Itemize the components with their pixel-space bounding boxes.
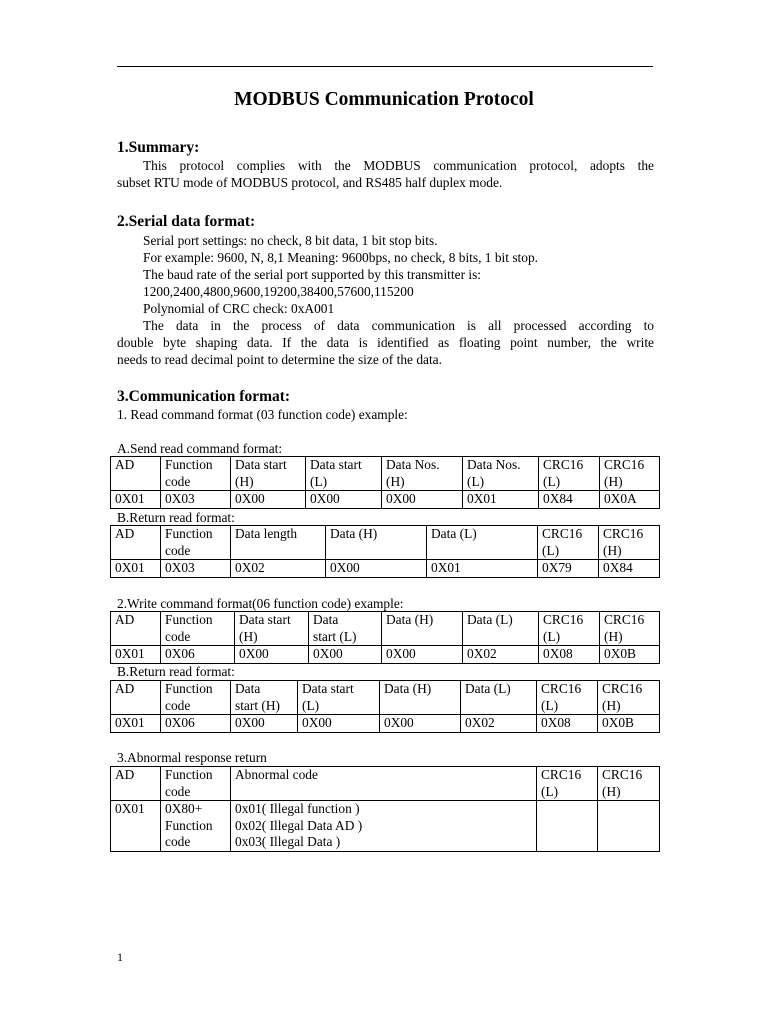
table-cell: 0X01 — [111, 715, 161, 733]
table-cell: 0X00 — [231, 491, 306, 509]
table-cell: 0X00 — [309, 646, 382, 664]
table-row — [111, 646, 660, 664]
header-cell: CRC16 (H) — [600, 457, 660, 491]
serial-line-4: 1200,2400,4800,9600,19200,38400,57600,115200 — [143, 284, 414, 299]
header-cell: Data (H) — [380, 681, 461, 715]
table-row — [111, 801, 660, 852]
header-cell: CRC16 (L) — [538, 526, 599, 560]
table-cell: 0X01 — [427, 560, 538, 578]
table-header-row — [111, 681, 660, 715]
header-cell: AD — [111, 681, 161, 715]
serial-para-line-3: needs to read decimal point to determine the size of the data. — [117, 352, 442, 367]
write-command-table — [110, 611, 660, 664]
read-command-table — [110, 456, 660, 509]
table-cell: 0X00 — [382, 491, 463, 509]
header-cell: Data Nos. (L) — [463, 457, 539, 491]
table-cell: 0X08 — [539, 646, 600, 664]
table-cell: 0X01 — [111, 491, 161, 509]
table-cell: 0X08 — [537, 715, 598, 733]
header-cell: Data start (L) — [306, 457, 382, 491]
header-cell: Data start (H) — [231, 681, 298, 715]
header-cell: CRC16 (H) — [599, 526, 660, 560]
table-cell: 0X0B — [598, 715, 660, 733]
header-cell: Function code — [161, 767, 231, 801]
table-header-row — [111, 457, 660, 491]
comm-heading: 3.Communication format: — [117, 388, 291, 405]
header-cell: Data length — [231, 526, 326, 560]
page-title: MODBUS Communication Protocol — [234, 89, 534, 110]
comm-sub-1: 1. Read command format (03 function code) example: — [117, 407, 408, 422]
table-cell — [598, 801, 660, 852]
header-cell: Function code — [161, 457, 231, 491]
table-cell: 0X01 — [463, 491, 539, 509]
table-cell: 0X79 — [538, 560, 599, 578]
table-row — [111, 715, 660, 733]
header-cell: Data start (L) — [309, 612, 382, 646]
serial-heading: 2.Serial data format: — [117, 213, 256, 230]
table-header-row — [111, 767, 660, 801]
header-cell: Data (L) — [427, 526, 538, 560]
header-cell: CRC16 (H) — [598, 767, 660, 801]
table-cell: 0X03 — [161, 560, 231, 578]
table-cell: 0X06 — [161, 646, 235, 664]
header-cell: Data (L) — [463, 612, 539, 646]
header-cell: Data (H) — [382, 612, 463, 646]
serial-line-3: The baud rate of the serial port supported by this transmitter is: — [143, 267, 482, 282]
header-cell: CRC16 (L) — [537, 767, 598, 801]
serial-para-line-1: The data in the process of data communication is all processed according to — [143, 318, 654, 333]
page-number: 1 — [117, 950, 123, 964]
summary-line-1: This protocol complies with the MODBUS communication protocol, adopts the — [143, 158, 654, 173]
table-cell: 0X00 — [298, 715, 380, 733]
table-cell: 0X84 — [539, 491, 600, 509]
write-return-table — [110, 680, 660, 733]
header-cell: AD — [111, 612, 161, 646]
header-cell: CRC16 (H) — [598, 681, 660, 715]
serial-line-5: Polynomial of CRC check: 0xA001 — [143, 301, 335, 316]
header-cell: AD — [111, 767, 161, 801]
table-cell: 0X03 — [161, 491, 231, 509]
header-cell: CRC16 (L) — [539, 612, 600, 646]
header-cell: Data Nos. (H) — [382, 457, 463, 491]
comm-sub-3: 3.Abnormal response return — [117, 750, 267, 765]
table-cell: 0X01 — [111, 560, 161, 578]
header-rule — [117, 66, 653, 67]
table-cell — [537, 801, 598, 852]
header-cell: Data start (H) — [235, 612, 309, 646]
serial-line-1: Serial port settings: no check, 8 bit data, 1 bit stop bits. — [143, 233, 438, 248]
header-cell: Data start (H) — [231, 457, 306, 491]
summary-line-2: subset RTU mode of MODBUS protocol, and RS485 half duplex mode. — [117, 175, 503, 190]
table-1-caption: A.Send read command format: — [117, 441, 283, 456]
header-cell: AD — [111, 526, 161, 560]
header-cell: Abnormal code — [231, 767, 537, 801]
table-cell: 0X00 — [380, 715, 461, 733]
table-cell: 0X80+ Function code — [161, 801, 231, 852]
header-cell: Data (L) — [461, 681, 537, 715]
comm-sub-2: 2.Write command format(06 function code) example: — [117, 596, 404, 611]
summary-heading: 1.Summary: — [117, 139, 200, 156]
table-cell: 0X01 — [111, 801, 161, 852]
header-cell: Data start (L) — [298, 681, 380, 715]
table-cell: 0X00 — [326, 560, 427, 578]
header-cell: CRC16 (L) — [537, 681, 598, 715]
header-cell: Data (H) — [326, 526, 427, 560]
table-cell: 0X00 — [306, 491, 382, 509]
header-cell: AD — [111, 457, 161, 491]
table-cell: 0X02 — [231, 560, 326, 578]
serial-para-line-2: double byte shaping data. If the data is identified as floating point number, the write — [117, 335, 654, 350]
table-cell: 0X0A — [600, 491, 660, 509]
return-read-table — [110, 525, 660, 578]
abnormal-response-table — [110, 766, 660, 852]
table-header-row — [111, 526, 660, 560]
header-cell: CRC16 (L) — [539, 457, 600, 491]
serial-line-2: For example: 9600, N, 8,1 Meaning: 9600bps, no check, 8 bits, 1 bit stop. — [143, 250, 538, 265]
header-cell: CRC16 (H) — [600, 612, 660, 646]
table-4-caption: B.Return read format: — [117, 664, 235, 679]
table-cell: 0X02 — [461, 715, 537, 733]
table-cell: 0X01 — [111, 646, 161, 664]
table-row — [111, 491, 660, 509]
header-cell: Function code — [161, 526, 231, 560]
table-cell: 0X06 — [161, 715, 231, 733]
table-cell: 0X0B — [600, 646, 660, 664]
header-cell: Function code — [161, 681, 231, 715]
table-2-caption: B.Return read format: — [117, 510, 235, 525]
table-row — [111, 560, 660, 578]
table-cell: 0X84 — [599, 560, 660, 578]
table-cell: 0x01( Illegal function ) 0x02( Illegal Data AD ) 0x03( Illegal Data ) — [231, 801, 537, 852]
table-header-row — [111, 612, 660, 646]
table-cell: 0X00 — [235, 646, 309, 664]
table-cell: 0X00 — [382, 646, 463, 664]
table-cell: 0X00 — [231, 715, 298, 733]
table-cell: 0X02 — [463, 646, 539, 664]
header-cell: Function code — [161, 612, 235, 646]
